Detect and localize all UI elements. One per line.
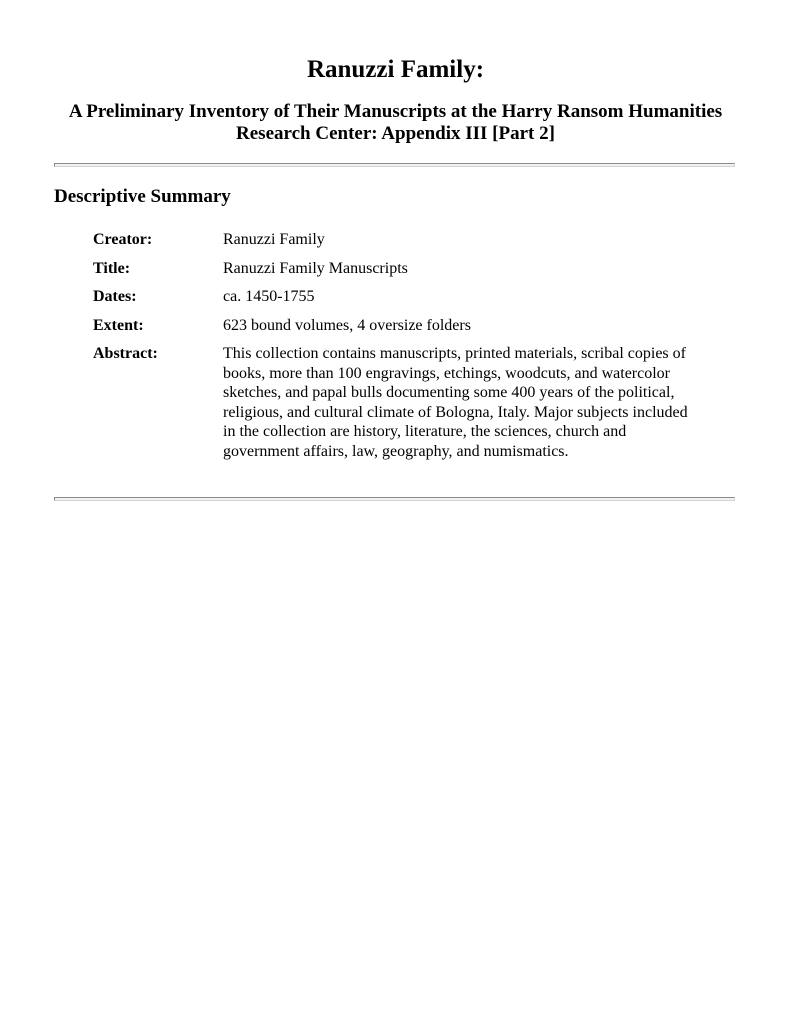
document-title: Ranuzzi Family:: [306, 56, 485, 83]
horizontal-rule-bottom: [54, 497, 735, 501]
summary-row-extent: [93, 316, 703, 336]
summary-row-title: [93, 259, 703, 279]
summary-value: This collection contains manuscripts, printed materials, scribal copies of books, more than 100 engravings, etchings, woodcuts, and watercolor sketches, and papal bulls documenting some 400 years of the political, religious, and cultural climate of Bologna, Italy. Major subjects included in the collection are history, literature, the sciences, church and government affairs, law, geography, and numismatics.: [223, 345, 688, 460]
summary-row-creator: [93, 230, 703, 250]
summary-label: Extent:: [93, 316, 144, 334]
summary-label: Creator:: [93, 231, 153, 248]
summary-label: Title:: [93, 259, 131, 277]
summary-label: Dates:: [93, 288, 137, 305]
descriptive-summary-list: [93, 230, 703, 470]
document-subtitle: A Preliminary Inventory of Their Manuscripts at the Harry Ransom Humanities Research Center: Appendix III [Part 2]: [68, 101, 723, 144]
section-heading-descriptive-summary: Descriptive Summary: [54, 186, 231, 207]
summary-row-dates: [93, 287, 703, 307]
summary-value: Ranuzzi Family: [223, 231, 325, 248]
horizontal-rule-top: [54, 163, 735, 167]
summary-label: Abstract:: [93, 345, 158, 362]
summary-value: 623 bound volumes, 4 oversize folders: [223, 316, 471, 334]
summary-value: Ranuzzi Family Manuscripts: [223, 259, 408, 277]
summary-value: ca. 1450-1755: [223, 288, 315, 305]
summary-row-abstract: [93, 344, 703, 461]
